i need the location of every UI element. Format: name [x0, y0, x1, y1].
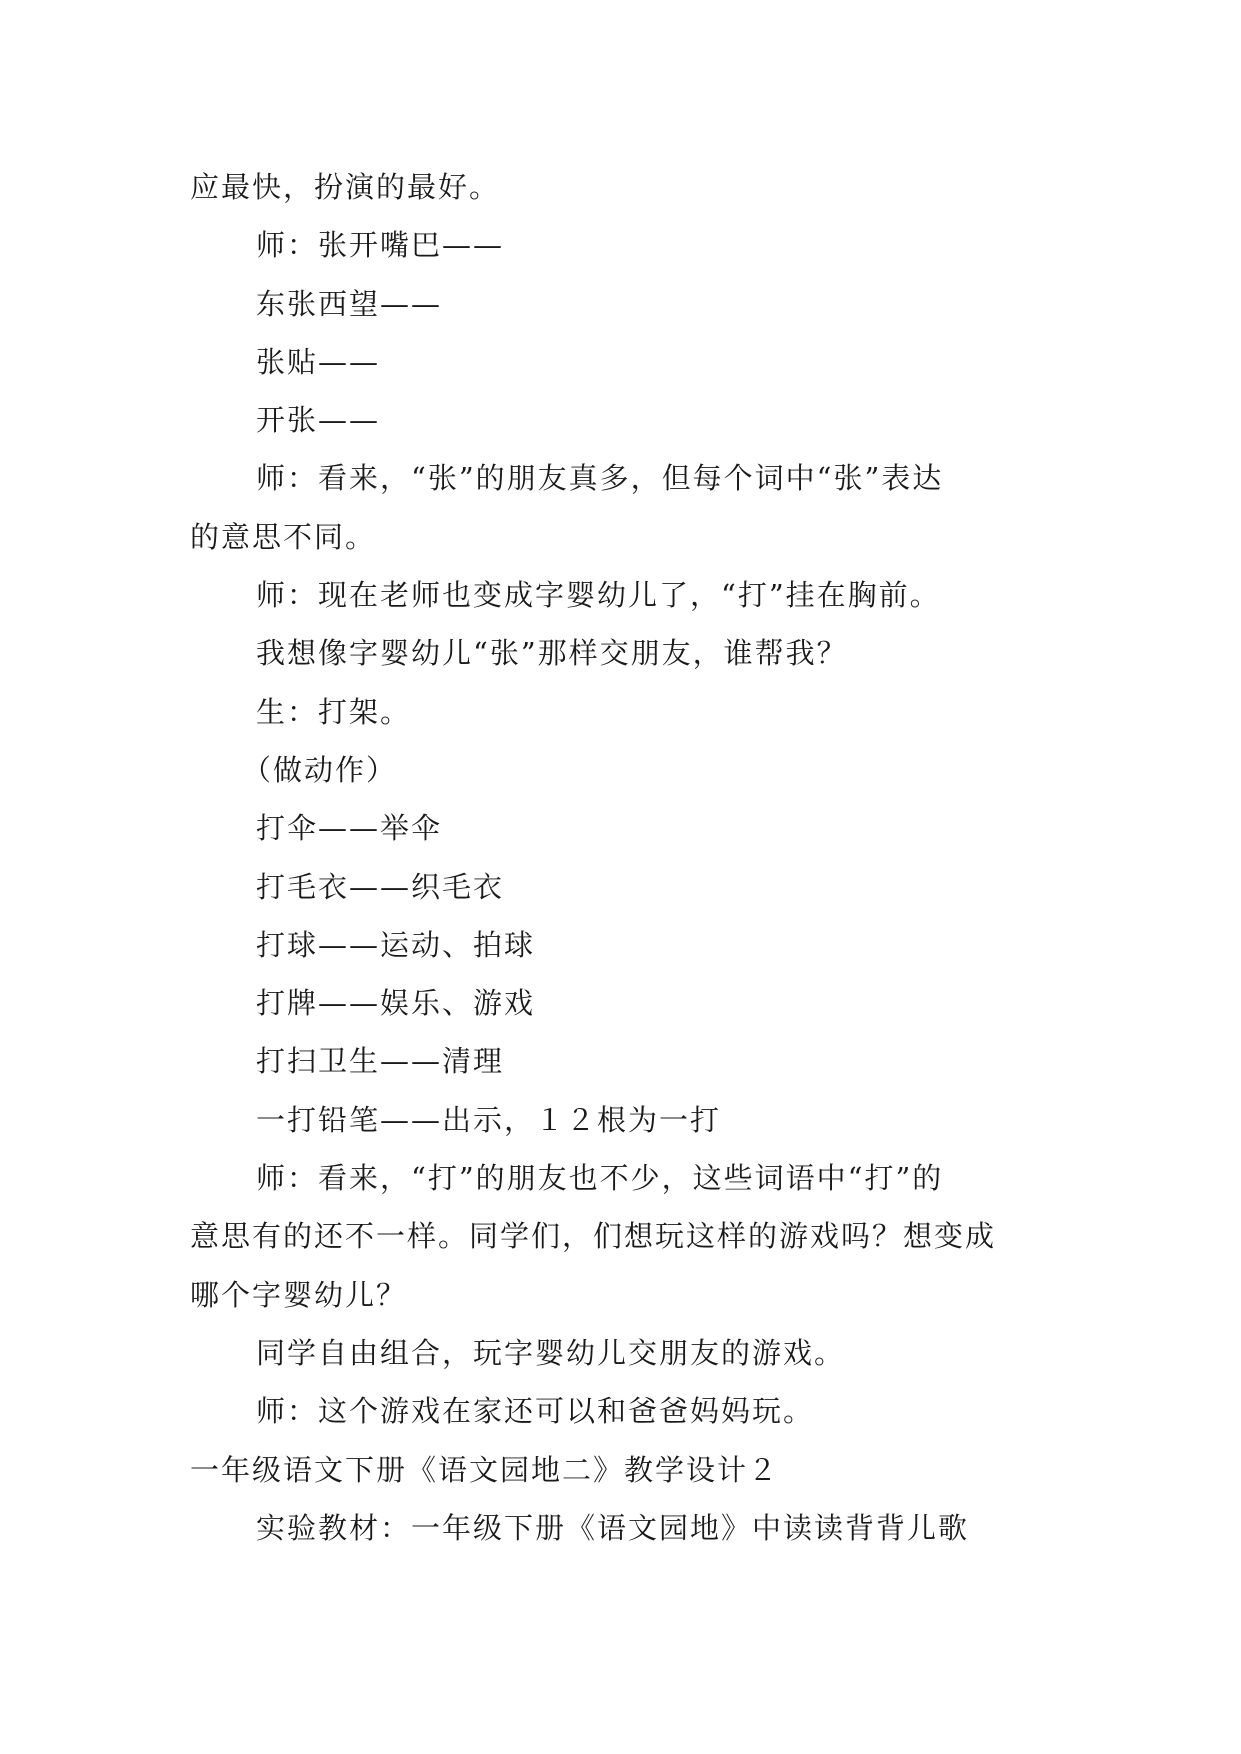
paragraph-line: 生：打架。	[256, 694, 412, 729]
paragraph-line: 一打铅笔——出示，１２根为一打	[256, 1102, 722, 1137]
paragraph-line: 师：看来，“打”的朋友也不少，这些词语中“打”的	[256, 1161, 944, 1196]
document-body	[190, 158, 1060, 1557]
section-title: 一年级语文下册《语文园地二》教学设计２	[190, 1452, 780, 1487]
paragraph-line: （做动作）	[242, 752, 398, 787]
paragraph-line: 应最快，扮演的最好。	[190, 170, 501, 204]
paragraph-line: 师：这个游戏在家还可以和爸爸妈妈玩。	[256, 1394, 815, 1429]
paragraph-line: 同学自由组合，玩字婴幼儿交朋友的游戏。	[256, 1335, 846, 1370]
paragraph-line: 的意思不同。	[190, 519, 377, 554]
paragraph-line: 师：现在老师也变成字婴幼儿了，“打”挂在胸前。	[256, 578, 941, 613]
paragraph-line: 实验教材：一年级下册《语文园地》中读读背背儿歌	[256, 1510, 970, 1545]
paragraph-line: 打伞——举伞	[256, 811, 443, 846]
paragraph-line: 哪个字婴幼儿？	[190, 1277, 408, 1312]
paragraph-line: 开张——	[256, 403, 381, 438]
paragraph-line: 东张西望——	[256, 286, 443, 321]
paragraph-line: 张贴——	[256, 344, 381, 379]
paragraph-line: 我想像字婴幼儿“张”那样交朋友，谁帮我？	[256, 636, 848, 671]
paragraph-line: 打球——运动、拍球	[256, 927, 536, 962]
paragraph-line: 打牌——娱乐、游戏	[256, 986, 536, 1021]
paragraph-line: 打扫卫生——清理	[256, 1044, 505, 1079]
paragraph-line: 打毛衣——织毛衣	[256, 869, 505, 904]
paragraph-line: 师：张开嘴巴——	[256, 228, 505, 263]
paragraph-line: 师：看来，“张”的朋友真多，但每个词中“张”表达	[256, 461, 944, 496]
paragraph-line: 意思有的还不一样。同学们，们想玩这样的游戏吗？想变成	[190, 1219, 997, 1254]
